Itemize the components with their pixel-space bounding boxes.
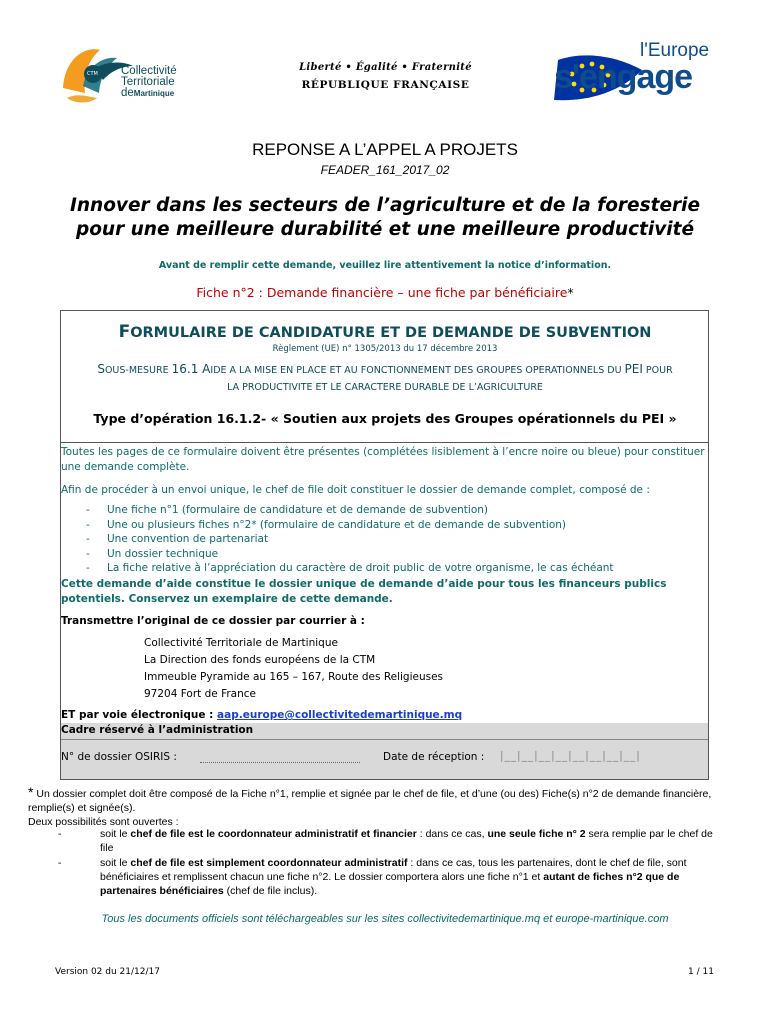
sous-rest3: POUR [642,365,673,376]
ctm-line3: Martinique [133,89,175,98]
list-item-text: La fiche relative à l’appréciation du caractère de droit public de votre organisme, le cas échéant [107,562,614,574]
notice-text: Avant de remplir cette demande, veuillez lire attentivement la notice d’information. [158,260,612,271]
list-item [58,856,718,898]
list-item-text: Une convention de partenariat [107,533,269,545]
reception-label: Date de réception : [383,751,485,763]
fiche-star: * [567,285,574,300]
list-item-text: Une fiche n°1 (formulaire de candidature et de demande de subvention) [107,504,489,516]
sous-line2: LA PRODUCTIVITE ET LE CARACTERE DURABLE DE L’AGRICULTURE [227,382,543,393]
rf-motto: Liberté • Égalité • Fraternité [299,62,472,73]
sous-s: S [97,362,105,376]
list-item [58,827,718,855]
main-heading-line1: Innover dans les secteurs de l’agriculture et de la foresterie [69,195,701,216]
reglement-text: Règlement (UE) n° 1305/2013 du 17 décembre 2013 [272,344,498,354]
item-bold: une seule fiche n° 2 [487,828,586,840]
sous-mesure-text [60,361,710,396]
email-link[interactable]: aap.europe@collectivitedemartinique.mq [217,709,463,721]
item-bold: autant de fiches n°2 que de partenaires bénéficiaires [100,871,680,897]
item-text: soit le [100,828,131,840]
form-title-rest: ORMULAIRE DE CANDIDATURE ET DE DEMANDE DE SUBVENTION [130,325,652,341]
osiris-field[interactable] [200,762,360,763]
address-line: Collectivité Territoriale de Martinique [144,637,338,649]
transmettre-text: Transmettre l’original de ce dossier par courrier à : [61,615,365,627]
instructions-para2: Afin de procéder à un envoi unique, le chef de file doit constituer le dossier de demande complet, composé de : [61,484,650,496]
list-item: - Une ou plusieurs fiches n°2* (formulaire de candidature et de demande de subvention) [86,518,567,531]
form-title [0,322,770,342]
type-operation: Type d’opération 16.1.2- « Soutien aux projets des Groupes opérationnels du PEI » [93,411,677,426]
osiris-label: N° de dossier OSIRIS : [61,751,177,763]
item-text: sera remplie par le chef de file [100,828,713,854]
dash: - [58,857,62,869]
sous-num: 16.1 [171,362,199,376]
republique-francaise-logo [298,62,473,102]
page-subtitle: FEADER_161_2017_02 [320,163,450,177]
footnote-list [58,827,718,899]
page-number: 1 / 11 [688,967,714,977]
sous-pei: PEI [624,362,643,376]
sous-rest2: IDE A LA MISE EN PLACE ET AU FONCTIONNEMENT DES GROUPES OPERATIONNELS DU [210,365,625,376]
eu-line1: l'Europe [640,40,710,61]
europe-sengage-logo [552,40,717,120]
dash: - [58,828,62,840]
ctm-logo [55,38,215,116]
postal-address [144,635,443,703]
ctm-line2: Territoriale [121,76,175,88]
fiche-title [0,285,770,300]
documents-note: Tous les documents officiels sont téléchargeables sur les sites collectivitedemartinique.mq et europe-martinique.com [101,913,669,925]
main-heading [0,194,770,242]
list-item-text: Une ou plusieurs fiches n°2* (formulaire de candidature et de demande de subvention) [107,518,567,531]
footnote-line2: Deux possibilités sont ouvertes : [28,816,179,828]
footnote-text: Un dossier complet doit être composé de la Fiche n°1, remplie et signée par le chef de file, et d’une (ou des) Fiche(s) n°2 de demande financière, remplie(s) et signée(s). [28,788,712,814]
address-line: 97204 Fort de France [144,688,256,700]
ctm-line3-prefix: de [121,87,134,99]
dossier-unique-text: Cette demande d’aide constitue le dossier unique de demande d’aide pour tous les financeurs publics potentiels. Conservez un exemplaire de cette demande. [61,578,667,605]
fiche-text: Fiche n°2 : Demande financière – une fiche par bénéficiaire [196,285,568,300]
version-text: Version 02 du 21/12/17 [55,967,160,977]
sous-rest1: OUS-MESURE [104,365,172,376]
address-line: Immeuble Pyramide au 165 – 167, Route des Religieuses [144,671,444,683]
page-title: REPONSE A L’APPEL A PROJETS [252,140,518,159]
item-text: soit le [100,857,131,869]
item-bold: chef de file est simplement coordonnateur administratif [130,857,408,869]
item-bold: chef de file est le coordonnateur administratif et financier [130,828,417,840]
eu-line2: s'engage [554,58,693,96]
instructions-para1: Toutes les pages de ce formulaire doivent être présentes (complétées lisiblement à l’encre noire ou bleue) pour constituer une demande complète. [61,446,705,473]
item-text: (chef de file inclus). [223,885,318,897]
footnote [28,785,718,829]
admin-divider [61,739,708,740]
email-line [61,709,462,721]
main-heading-line2: pour une meilleure durabilité et une meilleure productivité [75,219,695,240]
address-line: La Direction des fonds européens de la CTM [144,654,376,666]
reception-date-field[interactable]: |__|__|__|__|__|__|__|__| [500,750,641,762]
email-label: ET par voie électronique : [61,709,218,721]
ctm-line1: Collectivité [121,65,177,77]
list-item: - Un dossier technique [86,547,219,560]
documents-list [86,503,706,576]
footnote-star: * [28,784,34,800]
list-item: - Une convention de partenariat [86,533,269,545]
rf-name: RÉPUBLIQUE FRANÇAISE [301,79,470,91]
list-item: - La fiche relative à l’appréciation du caractère de droit public de votre organisme, le cas échéant [86,562,614,574]
list-item-text: Un dossier technique [107,547,219,560]
form-title-initial: F [118,322,131,342]
sous-a: A [198,362,211,376]
item-text: : dans ce cas, tous les partenaires, dont le chef de file, sont bénéficiaires et remplissent chacun une fiche n°2. Le dossier comportera alors une fiche n°1 et [100,857,687,883]
list-item: - Une fiche n°1 (formulaire de candidature et de demande de subvention) [86,504,489,516]
admin-title: Cadre réservé à l’administration [61,724,254,736]
item-text: : dans ce cas, [416,828,488,840]
ctm-badge: CTM [87,71,98,77]
